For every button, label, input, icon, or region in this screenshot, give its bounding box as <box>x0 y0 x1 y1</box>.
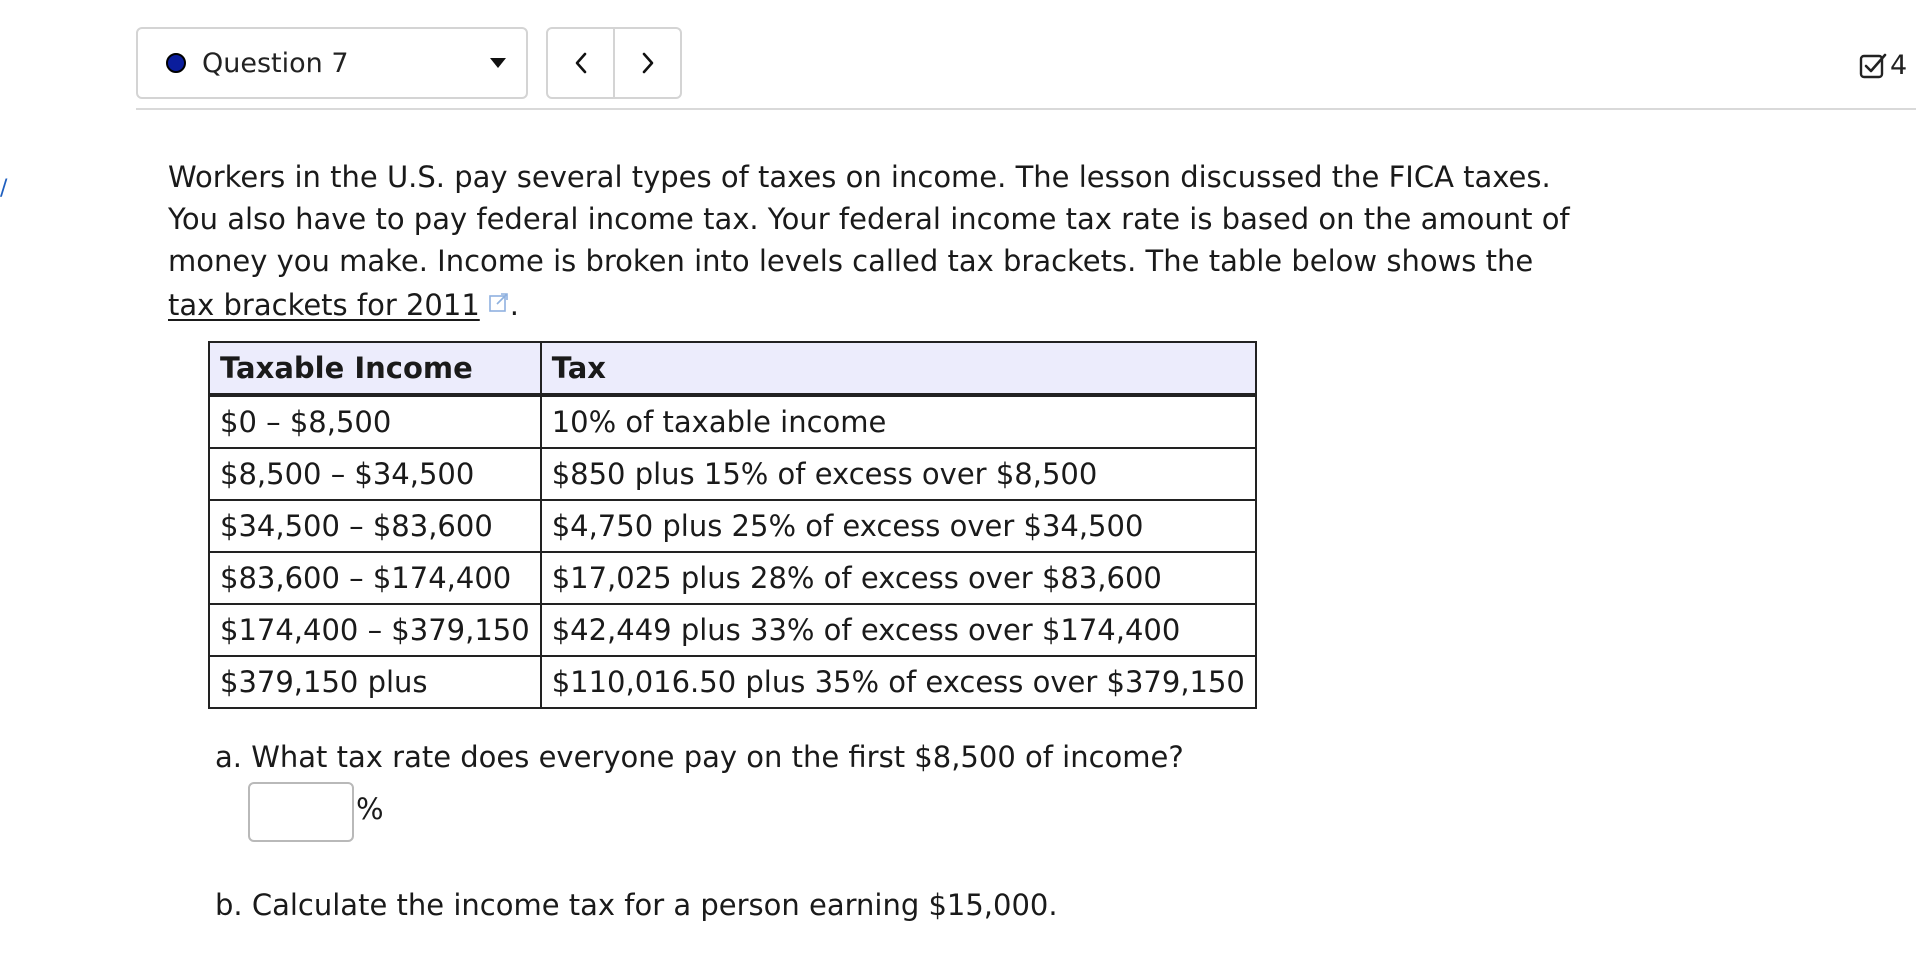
chevron-right-icon <box>640 51 656 75</box>
tax-cell: $42,449 plus 33% of excess over $174,400 <box>541 604 1256 656</box>
taxable-income-cell: $379,150 plus <box>209 656 541 708</box>
tax-brackets-table <box>208 341 1257 709</box>
table-row <box>209 604 1256 656</box>
tax-cell: $4,750 plus 25% of excess over $34,500 <box>541 500 1256 552</box>
table-row <box>209 395 1256 448</box>
intro-paragraph <box>168 156 1588 326</box>
percent-unit: % <box>356 792 384 826</box>
edge-mark: / <box>0 176 8 201</box>
question-label: Question 7 <box>202 47 349 79</box>
question-nav <box>546 27 682 99</box>
answer-a-group <box>248 782 384 842</box>
table-row <box>209 500 1256 552</box>
question-a: a. What tax rate does everyone pay on the first $8,500 of income? <box>215 740 1184 774</box>
header-divider <box>136 108 1916 110</box>
column-header-tax: Tax <box>541 342 1256 395</box>
taxable-income-cell: $174,400 – $379,150 <box>209 604 541 656</box>
checkbox-checked-icon <box>1858 51 1888 81</box>
external-link-icon[interactable] <box>488 282 510 324</box>
question-b: b. Calculate the income tax for a person earning $15,000. <box>215 888 1058 922</box>
tax-brackets-link[interactable]: tax brackets for 2011 <box>168 288 480 322</box>
taxable-income-cell: $0 – $8,500 <box>209 395 541 448</box>
next-question-button[interactable] <box>613 29 680 97</box>
table-row <box>209 552 1256 604</box>
taxable-income-cell: $8,500 – $34,500 <box>209 448 541 500</box>
chevron-left-icon <box>573 51 589 75</box>
column-header-taxable-income: Taxable Income <box>209 342 541 395</box>
tax-cell: $110,016.50 plus 35% of excess over $379,150 <box>541 656 1256 708</box>
intro-end: . <box>509 288 519 322</box>
caret-down-icon <box>490 58 506 68</box>
taxable-income-cell: $34,500 – $83,600 <box>209 500 541 552</box>
status-dot-icon <box>166 53 186 73</box>
intro-text: Workers in the U.S. pay several types of taxes on income. The lesson discussed the FICA taxes. You also have to pay federal income tax. Your federal income tax rate is based on the amount of money you make. Income is broken into levels called tax brackets. The table below shows the <box>168 160 1570 278</box>
table-row <box>209 656 1256 708</box>
tax-cell: 10% of taxable income <box>541 395 1256 448</box>
taxable-income-cell: $83,600 – $174,400 <box>209 552 541 604</box>
tax-cell: $17,025 plus 28% of excess over $83,600 <box>541 552 1256 604</box>
question-select[interactable] <box>136 27 528 99</box>
answer-a-input[interactable] <box>248 782 354 842</box>
previous-question-button[interactable] <box>548 29 613 97</box>
tax-cell: $850 plus 15% of excess over $8,500 <box>541 448 1256 500</box>
completed-indicator[interactable] <box>1858 50 1907 81</box>
table-row <box>209 448 1256 500</box>
completed-count: 4 <box>1890 50 1908 81</box>
table-header-row <box>209 342 1256 395</box>
